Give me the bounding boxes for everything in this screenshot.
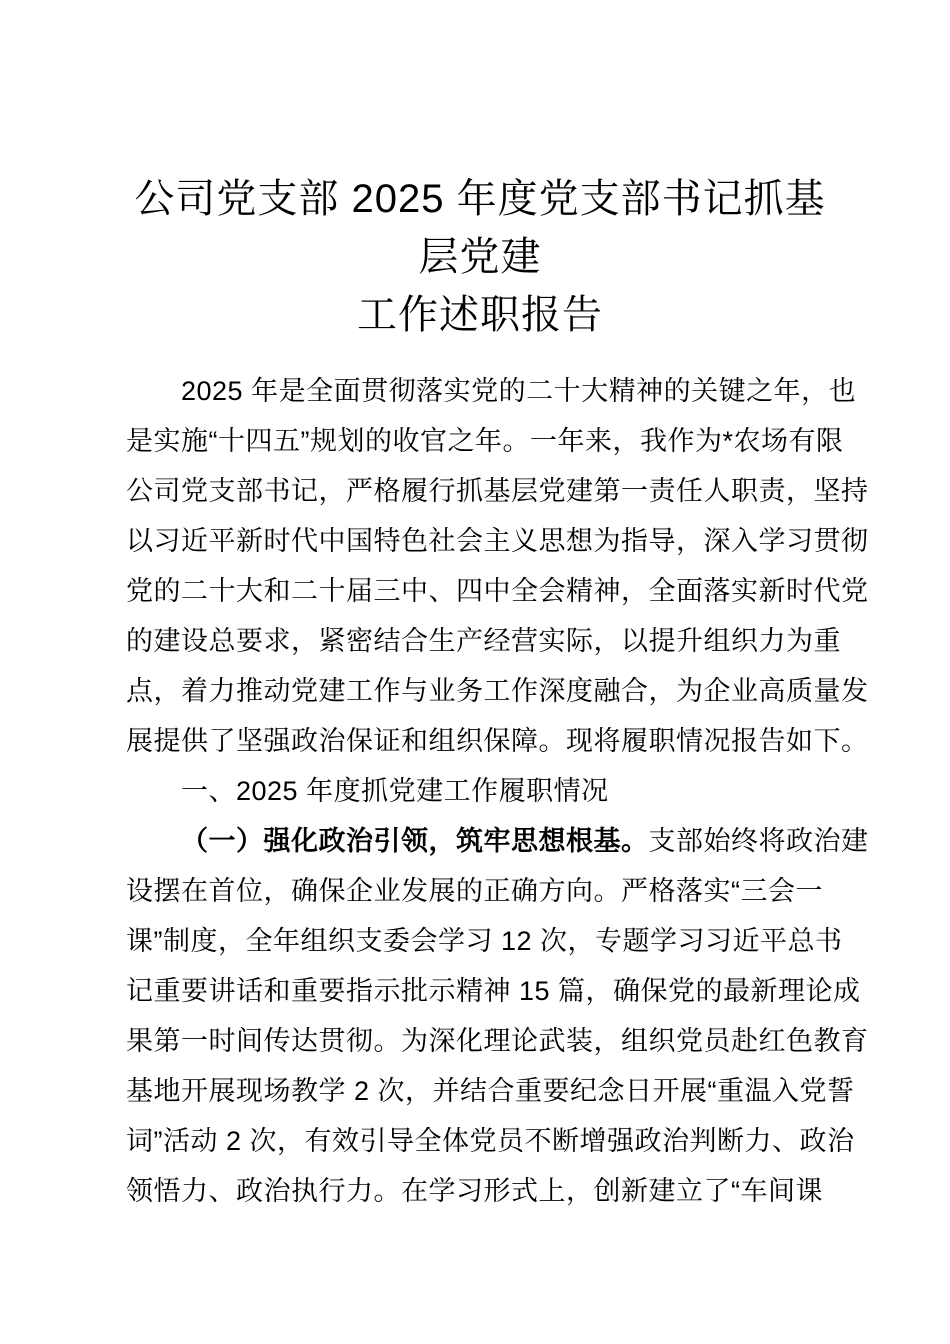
- paragraph2-line: 果第一时间传达贯彻。为深化理论武装，组织党员赴红色教育: [126, 1026, 869, 1056]
- paragraph2-line: 基地开展现场教学 2 次，并结合重要纪念日开展“重温入党誓: [126, 1076, 855, 1106]
- paragraph2-line: 设摆在首位，确保企业发展的正确方向。严格落实“三会一: [126, 876, 823, 906]
- paragraph2-bold-lead: （一）强化政治引领，筑牢思想根基。: [181, 826, 649, 856]
- section-heading: 一、2025 年度抓党建工作履职情况: [181, 776, 609, 806]
- paragraph1-line: 公司党支部书记，严格履行抓基层党建第一责任人职责，坚持: [126, 476, 869, 506]
- paragraph2-line1-rest: 支部始终将政治建: [648, 826, 869, 856]
- paragraph1-line: 2025 年是全面贯彻落实党的二十大精神的关键之年，也: [181, 376, 857, 406]
- paragraph1-line: 以习近平新时代中国特色社会主义思想为指导，深入学习贯彻: [126, 526, 869, 556]
- paragraph1-line: 点，着力推动党建工作与业务工作深度融合，为企业高质量发: [126, 676, 869, 706]
- paragraph2-line: 领悟力、政治执行力。在学习形式上，创新建立了“车间课: [126, 1176, 823, 1206]
- document-body: [126, 366, 869, 1216]
- paragraph2-line: 词”活动 2 次，有效引导全体党员不断增强政治判断力、政治: [126, 1126, 855, 1156]
- paragraph2-line: 课”制度，全年组织支委会学习 12 次，专题学习习近平总书: [126, 926, 843, 956]
- document-title: [126, 170, 834, 344]
- title-line-2: 工作述职报告: [357, 293, 603, 337]
- paragraph1-line: 的建设总要求，紧密结合生产经营实际，以提升组织力为重: [126, 626, 841, 656]
- title-line-1: 公司党支部 2025 年度党支部书记抓基层党建: [134, 177, 826, 279]
- paragraph2-line: 记重要讲话和重要指示批示精神 15 篇，确保党的最新理论成: [126, 976, 861, 1006]
- paragraph1-line: 是实施“十四五”规划的收官之年。一年来，我作为*农场有限: [126, 426, 844, 456]
- paragraph1-line: 党的二十大和二十届三中、四中全会精神，全面落实新时代党: [126, 576, 869, 606]
- paragraph1-line: 展提供了坚强政治保证和组织保障。现将履职情况报告如下。: [126, 726, 869, 756]
- paragraph2-line: [126, 816, 869, 866]
